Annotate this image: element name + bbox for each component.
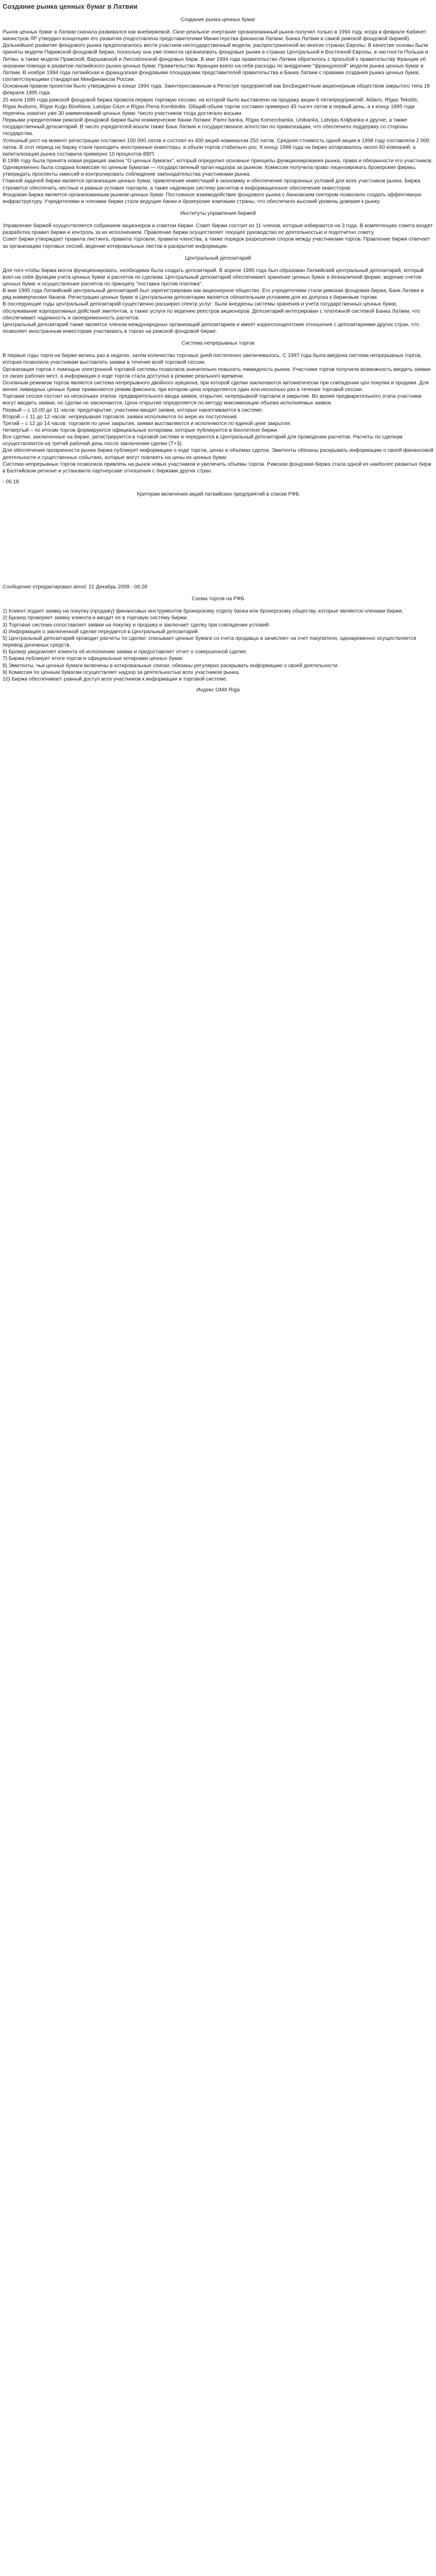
index-label: Индекс OMX Riga bbox=[196, 687, 240, 693]
paragraph: Совет биржи утверждает правила листинга, правила торговли, правила членства, а также порядок разрешения споров между участниками торгов. Правление биржи отвечает за организацию торговых сессий, ведение котировальных листов и раскрытие информации. bbox=[3, 236, 430, 249]
paragraph: Главной задачей биржи является организация ценных бумаг, привлечение инвестиций в экономику и обеспечение прозрачных условий для всех участников рынка. Биржа стремится обеспечить честные и равные условия торговли, а также надежную систему расчетов и информационное обеспечение инвесторов. bbox=[3, 178, 421, 191]
list-item: 7) Биржа публикует итоги торгов и официальные котировки ценных бумаг. bbox=[3, 656, 184, 662]
blank-space bbox=[3, 503, 433, 581]
paragraph: Центральный депозитарий также является членом международных организаций депозитариев и имеет корреспондентские отношения с депозитариями других стран, что позволяет иностранным инвесторам участвовать в торгах на рижской фондовой бирже. bbox=[3, 321, 420, 335]
section-heading-listing-criteria: Критерии включения акций латвийских предприятий в списки РФБ bbox=[136, 492, 300, 498]
paragraph: Первыми учредителями рижской фондовой биржи были коммерческие банки Латвии: Parex banka, Rīgas Komercbanka, Unibanka, Latvijas Krājbanka и другие, а также государственный депозитарий. В число учредителей вошли также Банк Латвии и государственное агентство по приватизации, что обеспечило поддержку со стороны государства. bbox=[3, 117, 408, 137]
section-heading-continuous-trading: Система непрерывных торгов bbox=[181, 341, 255, 347]
post-timestamp: - 06:18 bbox=[3, 479, 19, 485]
paragraph: Основным правом проектом было утверждено в конце 1994 года. Заинтересованным в Регистре предприятий как БесБюджетным акционерным обществом закрытого типа 18 февраля 1995 года. bbox=[3, 83, 430, 96]
paragraph: Организация торгов с помощью электронной торговой системы позволила значительно повысить ликвидность рынка. Участники торгов получили возможность вводить заявки со своих рабочих мест, а информация о ходе торгов стала доступна в режиме реального времени. bbox=[3, 366, 431, 379]
section-body-continuous-trading bbox=[3, 352, 433, 474]
list-item: 2) Брокер проверяет заявку клиента и вводит ее в торговую систему биржи. bbox=[3, 615, 188, 621]
paragraph: Четвертый – по итогам торгов формируются официальные котировки, которые публикуются в бюллетене биржи. bbox=[3, 427, 278, 433]
trading-scheme-list bbox=[3, 608, 433, 683]
section-heading-trading-scheme: Схема торгов на РФБ bbox=[191, 596, 245, 602]
list-item: 8) Эмитенты, чьи ценные бумаги включены в котировальные списки, обязаны регулярно раскрывать информацию о своей деятельности. bbox=[3, 663, 339, 669]
section-body-governance bbox=[3, 223, 433, 250]
paragraph: Фондовая биржа является организованным рынком ценных бумаг. Постоянное взаимодействие фондового рынка с банковским сектором позволило создать эффективную инфраструктуру. Учредителями и членами биржи стали ведущие банки и брокерские компании страны, что обеспечило высокий уровень доверия к рынку. bbox=[3, 192, 422, 205]
list-item: 6) Брокер уведомляет клиента об исполнении заявки и предоставляет отчет о совершенной сделке. bbox=[3, 649, 248, 655]
list-item: 10) Биржа обеспечивает равный доступ всех участников к информации и торговой системе. bbox=[3, 676, 228, 682]
paragraph: Рынок ценных бумаг в Латвии сначала развивался как внебиржевой. Свое реальное очертание организованный рынок получил только в 1994 году, когда в феврале Кабинет министров ЛР утвердил концепцию его развития (подготовлена представителями Министерства финансов Латвии, Банка Латвии и самой рижской фондовой биржей). Дальнейшее развитие фондового рынка предполагалось вести участием негосударственный модели, распространенной во многих странах Европы. В качестве основы были приняты модели Парижской фондовой биржи, поскольку она уже помогла организовать фондовые рынки в странах Центральной и Восточной Европы, в частности Польши и Литвы, а также модели Пражской, Варшавской и Лиссабонской фондовых бирж. В мае 1994 года правительство Латвии обратилось с просьбой к правительству Франции об оказании помощи в развитии латвийского рынка ценных бумаг. Правительство Франции взяло на себя расходы по внедрению "французской" модели рынка ценных бумаг в Латвии. В ноябре 1994 года латвийская и французская фондовыми площадками представителей правительства и Банка Латвии с правами создания рынка ценных бумаг, соответствующими стандартам Минфинансов России. bbox=[3, 29, 428, 83]
paragraph: Система непрерывных торгов позволила привлечь на рынок новых участников и увеличить объемы торгов. Рижская фондовая биржа стала одной из наиболее развитых бирж в Балтийском регионе и установила партнерские отношения с биржами других стран. bbox=[3, 461, 431, 474]
section-heading-depository: Центральный депозитарий bbox=[185, 255, 251, 261]
list-item: 4) Информация о заключенной сделке передается в Центральный депозитарий. bbox=[3, 629, 199, 635]
paragraph: В последующие годы центральный депозитарий существенно расширил спектр услуг: были внедрены системы хранения и учета государственных ценных бумаг, обслуживание корпоративных действий эмитентов, а также услуги по ведению реестров акционеров. Депозитарий интегрирован с платежной системой Банка Латвии, что обеспечивает надежность и своевременность расчетов. bbox=[3, 301, 420, 321]
paragraph: Все сделки, заключенные на бирже, регистрируются в торговой системе и передаются в Центральный депозитарий для проведения расчетов. Расчеты по сделкам осуществляются на третий рабочий день после заключения сделки (T+3). bbox=[3, 434, 403, 447]
paragraph: Основным режимом торгов является система непрерывного двойного аукциона, при которой сделки заключаются автоматически при совпадении цен покупки и продажи. Для менее ликвидных ценных бумаг применяется режим фиксинга, при котором цена определяется один или несколько раз в течение торговой сессии. bbox=[3, 380, 429, 393]
paragraph: Второй – с 11 до 12 часов: непрерывная торговля, заявки исполняются по мере их поступления. bbox=[3, 414, 238, 420]
paragraph: Для того чтобы биржа могла функционировать, необходима была создать депозитарий. В апреле 1995 года был образован Латвийский центральный депозитарий, который взял на себя функции учета ценных бумаг и расчетов по сделкам. Центральный депозитарий обеспечивает хранение ценных бумаг в безналичной форме, ведение счетов ценных бумаг и осуществление расчетов по принципу "поставка против платежа". bbox=[3, 267, 424, 287]
list-item: 9) Комиссия по ценным бумагам осуществляет надзор за деятельностью всех участников рынка. bbox=[3, 669, 240, 675]
paragraph: В 1996 году была принята новая редакция закона "О ценных бумагах", который определил основные принципы функционирования рынка, права и обязанности его участников. Одновременно была создана Комиссия по ценным бумагам — государственный орган надзора за рынком. Комиссия получила право лицензировать брокерские фирмы, утверждать проспекты эмиссий и контролировать соблюдение законодательства участниками рынка. bbox=[3, 158, 433, 178]
paragraph: В первые годы торги на бирже велись раз в неделю, затем количество торговых дней постепенно увеличивалось. С 1997 года была введена система непрерывных торгов, которая позволила участникам выставлять заявки в течение всей торговой сессии. bbox=[3, 353, 422, 366]
paragraph: Первый – с 10.00 до 11 часов: предоткрытие, участники вводят заявки, которые накапливаются в системе. bbox=[3, 407, 264, 413]
paragraph: Третий – с 12 до 14 часов: торговля по цене закрытия, заявки выставляются и исполняются по единой цене закрытия. bbox=[3, 420, 291, 427]
paragraph: Успешный рост на момент регистрации составлял 100 000 латов и состоял из 400 акций номиналом 250 латов. Средняя стоимость одной акции в 1998 году составляла 2 000 латов. В этот период на биржу стали приходить иностранные инвесторы, а объем торгов стабильно рос. К концу 1998 года на бирже котировалось около 60 компаний, а капитализация рынка составила примерно 10 процентов ВВП. bbox=[3, 138, 429, 157]
paragraph: В мае 1995 года Латвийский центральный депозитарий был зарегистрирован как акционерное общество. Его учредителями стали рижская фондовая биржа, Банк Латвии и ряд коммерческих банков. Регистрация ценных бумаг в Центральном депозитарии является обязательным условием для их допуска к биржевым торгам. bbox=[3, 288, 424, 301]
paragraph: 25 июля 1995 года рижской фондовой биржа провела первую торговую сессию, на которой было выставлено на продажу акции 6 пятипредприятий: Aldaris, Rīgas Tekstils, Rīgas Audums, Rīgas Kuģu Būvētava, Latvijas Gāze и Rīgas Piena Kombināts. Общий объем торгов составил примерно 45 тысяч латов в первый день, а к концу 1995 года перечень охватил уже 30 наименований ценных бумаг. Число участников тогда достигало восьми. bbox=[3, 97, 419, 116]
section-heading-market-creation: Создание рынка ценных бумаг bbox=[180, 17, 256, 23]
section-body-market-creation bbox=[3, 29, 433, 205]
document-page bbox=[0, 0, 436, 693]
paragraph: Управление биржей осуществляется собранием акционеров и советом биржи. Совет биржи состоит из 11 членов, которые избираются на 3 года. В компетенцию совета входят разработка правил биржи и контроль за их исполнением. Правление биржи осуществляет текущее руководство ее деятельностью и подотчетно совету. bbox=[3, 223, 433, 236]
edit-note: Сообщение отредактировал aimol: 21 Декабрь 2009 - 06:28 bbox=[3, 584, 148, 590]
list-item: 3) Торговая система сопоставляет заявки на покупку и продажу и заключает сделку при совпадении условий. bbox=[3, 622, 270, 628]
list-item: 5) Центральный депозитарий проводит расчеты по сделке: списывает ценные бумаги со счета продавца и зачисляет на счет покупателя, одновременно осуществляется перевод денежных средств. bbox=[3, 635, 416, 649]
page-title: Создание рынка ценных бумаг в Латвии bbox=[3, 3, 138, 10]
paragraph: Торговая сессия состоит из нескольких этапов: предварительного ввода заявок, открытия, непрерывной торговли и закрытия. Во время предварительного этапа участники могут вводить заявки, но сделки не заключаются. Цена открытия определяется по методу максимизации объема исполняемых заявок. bbox=[3, 394, 422, 406]
section-heading-governance: Институты управления биржей bbox=[180, 211, 256, 217]
paragraph: Для обеспечения прозрачности рынка биржа публикует информацию о ходе торгов, ценах и объемах сделок. Эмитенты обязаны раскрывать информацию о своей финансовой деятельности и существенных событиях, которые могут повлиять на цены их ценных бумаг. bbox=[3, 448, 433, 461]
section-body-depository bbox=[3, 267, 433, 335]
list-item: 1) Клиент подает заявку на покупку (продажу) финансовых инструментов брокерскому отделу банка или брокерскому обществу, которые являются членами биржи. bbox=[3, 608, 404, 615]
